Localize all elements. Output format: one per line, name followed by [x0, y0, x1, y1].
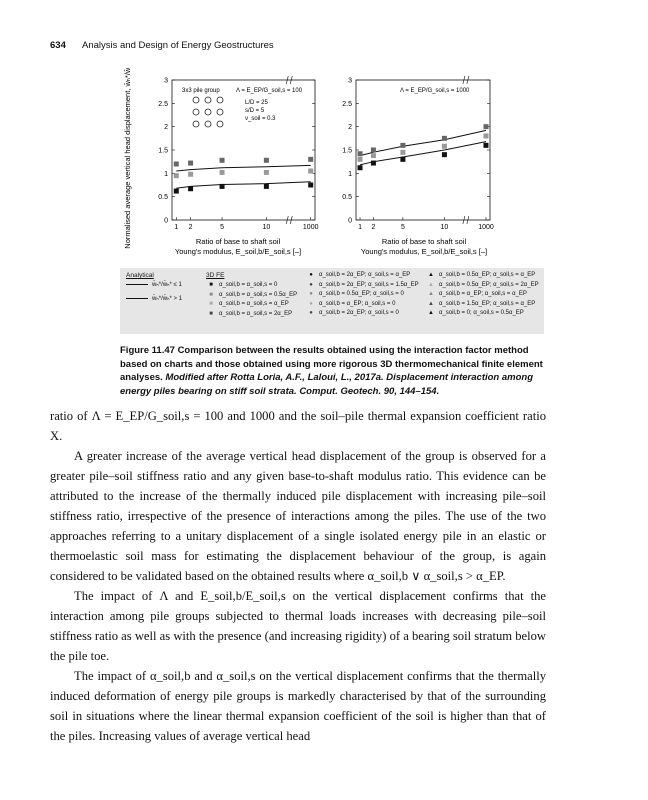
data-point	[400, 157, 405, 162]
x-tick-label: 1000	[478, 224, 494, 231]
circle-marker-icon: ●	[309, 310, 313, 317]
paragraph: A greater increase of the average vertical head displacement of the group is observed for a greater pile–soil stiffness ratio and any given base-to-shaft modulus ratio. This evidence can be attributed to the increase of the thermally induced pile displacement with increasing pile–soil stiffness ratio, irrespective of the presence of interactions among the piles. The use of the two approaches referring to a unitary displacement of a single isolated energy pile in an elastic or thermoelastic soil mass for estimating the displacement behaviour of the group, is again considered to be validated based on the obtained results where α_soil,b ∨ α_soil,s > α_EP.	[50, 449, 546, 583]
data-point	[188, 161, 193, 166]
circle-marker-icon: ●	[309, 272, 313, 278]
y-tick-label: 1	[348, 170, 352, 178]
left-param-sd: s/D = 5	[245, 108, 265, 114]
legend-col-analytical	[126, 271, 218, 304]
figure-chart	[120, 68, 540, 268]
paragraph: The impact of α_soil,b and α_soil,s on the vertical displacement confirms that the thermally induced deformation of energy pile groups is markedly characterised by that of the surrounding soil in situations where the linear thermal expansion coefficient of the soil is higher than that of the piles. Increasing values of average vertical head	[50, 669, 546, 743]
line-sample	[126, 298, 148, 299]
data-point	[483, 143, 488, 148]
legend-row: ■ α_soil,b = α_soil,s = 0.5α_EP	[206, 291, 306, 301]
right-axes	[342, 76, 494, 231]
page-header	[50, 40, 274, 51]
caption-label: Figure 11.47	[120, 345, 175, 356]
series-line	[176, 165, 310, 171]
pile-mark	[205, 109, 211, 115]
x-tick-label: 10	[440, 224, 449, 231]
legend-3dfe-title: 3D FE	[206, 272, 225, 279]
pile-mark	[217, 97, 223, 103]
triangle-marker-icon: ▲	[428, 272, 434, 278]
y-tick-label: 1.5	[342, 147, 352, 155]
data-point	[371, 153, 376, 158]
legend-col-triangles	[426, 271, 542, 319]
body-text	[50, 406, 546, 746]
legend-row: ■ α_soil,b = α_soil,s = 0	[206, 281, 306, 291]
y-tick-label: 3	[164, 77, 168, 85]
legend-col-circles	[306, 271, 426, 319]
plot-frame	[356, 80, 490, 220]
legend-row: ▲ α_soil,b = 0.5α_EP; α_soil,s = 2α_EP	[426, 281, 542, 291]
y-tick-label: 0.5	[158, 194, 168, 202]
circle-marker-icon: ●	[309, 300, 313, 307]
circle-marker-icon: ●	[309, 291, 313, 298]
legend-row: w̄ₕ*/w̄ₕ* > 1	[126, 295, 218, 305]
triangle-marker-icon: ▲	[428, 291, 434, 298]
data-point	[264, 158, 269, 163]
pile-mark	[193, 109, 199, 115]
paragraph: ratio of Λ = E_EP/G_soil,s = 100 and 1000 and the soil–pile thermal expansion coefficient ratio X.	[50, 409, 546, 443]
data-point	[358, 151, 363, 156]
right-annotation: Λ = E_EP/G_soil,s = 1000	[400, 88, 470, 94]
figure-legend	[120, 268, 544, 334]
data-point	[371, 148, 376, 153]
caption-source: Modified after Rotta Loria, A.F., Laloui, L., 2017a. Displacement interaction among energy piles bearing on stiff soil strata. Comput. Geotech. 90, 144–154.	[120, 372, 534, 397]
x-tick-label: 5	[220, 224, 225, 231]
running-title: Analysis and Design of Energy Geostructures	[81, 40, 274, 51]
left-y-axis-label: Normalised average vertical head displacement, w̄ₕ*/w̄ₕ* [–]	[123, 68, 132, 249]
data-point	[220, 184, 225, 189]
y-tick-label: 0	[164, 217, 168, 225]
legend-row: ● α_soil,b = 2α_EP; α_soil,s = α_EP	[306, 271, 426, 281]
x-tick-label: 1	[358, 224, 362, 231]
left-param-ld: L/D = 25	[245, 100, 268, 106]
left-axes	[158, 76, 318, 231]
data-point	[308, 183, 313, 188]
page-number: 634	[50, 40, 66, 51]
x-tick-label: 2	[371, 224, 376, 231]
square-marker-icon: ■	[209, 282, 213, 288]
figure-caption	[120, 344, 548, 398]
data-point	[174, 189, 179, 194]
y-tick-label: 2.5	[342, 100, 352, 108]
pile-mark	[193, 97, 199, 103]
data-point	[442, 152, 447, 157]
data-point	[358, 157, 363, 162]
legend-row: ▲ α_soil,b = 1.5α_EP; α_soil,s = α_EP	[426, 300, 542, 310]
data-point	[308, 169, 313, 174]
legend-row: ▲ α_soil,b = 0.5α_EP; α_soil,s = α_EP	[426, 271, 542, 281]
data-point	[358, 165, 363, 170]
data-point	[264, 184, 269, 189]
data-point	[442, 136, 447, 141]
pile-mark	[205, 121, 211, 127]
legend-col-3dfe	[206, 271, 306, 319]
y-tick-label: 0.5	[342, 194, 352, 202]
circle-marker-icon: ●	[309, 281, 313, 288]
data-point	[264, 170, 269, 175]
right-panel	[342, 76, 494, 256]
series-line	[360, 130, 486, 155]
right-x-axis-label-1: Ratio of base to shaft soil	[381, 237, 467, 246]
figure	[120, 68, 540, 268]
legend-row: ▲ α_soil,b = α_EP; α_soil,s = α_EP	[426, 290, 542, 300]
series-line	[360, 142, 486, 165]
triangle-marker-icon: ▲	[428, 281, 434, 288]
data-point	[188, 172, 193, 177]
square-marker-icon: ■	[209, 291, 213, 298]
data-point	[220, 158, 225, 163]
square-marker-icon: ■	[209, 301, 213, 308]
data-point	[174, 173, 179, 178]
data-point	[400, 150, 405, 155]
x-tick-label: 5	[400, 224, 405, 231]
data-point	[400, 143, 405, 148]
x-tick-label: 1000	[302, 224, 319, 231]
data-point	[371, 161, 376, 166]
left-legend-title: 3x3 pile group	[182, 88, 220, 94]
series-line	[176, 182, 310, 189]
x-tick-label: 10	[262, 224, 271, 231]
y-tick-label: 1	[164, 170, 168, 178]
left-panel	[123, 68, 319, 256]
line-sample	[126, 284, 148, 285]
data-point	[174, 162, 179, 167]
data-point	[188, 186, 193, 191]
legend-row: w̄ₕ*/w̄ₕ* ≤ 1	[126, 281, 218, 291]
legend-row: ● α_soil,b = 0.5α_EP; α_soil,s = 0	[306, 290, 426, 300]
pile-mark	[217, 121, 223, 127]
left-param-nu: ν_soil = 0.3	[245, 116, 276, 122]
left-x-axis-label-2: Young's modulus, E_soil,b/E_soil,s [–]	[174, 247, 302, 256]
legend-analytical-title: Analytical	[126, 272, 154, 279]
pile-mark	[217, 109, 223, 115]
legend-row: ■ α_soil,b = α_soil,s = 2α_EP	[206, 310, 306, 320]
caption-text: Comparison between the results obtained using the interaction factor method based on charts and those obtained using more rigorous 3D thermomechanical finite element analyses.	[120, 345, 543, 383]
paragraph: The impact of Λ and E_soil,b/E_soil,s on the vertical displacement confirms that the interaction among pile groups subjected to thermal loads increases with decreasing pile–soil stiffness ratio as well as with the presence (and increasing rigidity) of a bearing soil stratum below the pile toe.	[50, 589, 546, 663]
data-point	[220, 170, 225, 175]
y-tick-label: 2	[164, 124, 168, 132]
legend-row: ● α_soil,b = 2α_EP; α_soil,s = 1.5α_EP	[306, 281, 426, 291]
data-point	[442, 144, 447, 149]
data-point	[483, 124, 488, 129]
legend-row: ▲ α_soil,b = 0; α_soil,s = 0.5α_EP	[426, 309, 542, 319]
y-tick-label: 2	[348, 124, 352, 132]
left-param-lambda: Λ = E_EP/G_soil,s = 100	[236, 88, 303, 94]
pile-mark	[205, 97, 211, 103]
data-point	[483, 134, 488, 139]
y-tick-label: 3	[348, 77, 352, 85]
triangle-marker-icon: ▲	[428, 300, 434, 307]
left-x-axis-label-1: Ratio of base to shaft soil	[195, 237, 281, 246]
x-tick-label: 1	[174, 224, 179, 231]
legend-row: ● α_soil,b = α_EP; α_soil,s = 0	[306, 300, 426, 310]
data-point	[308, 157, 313, 162]
pile-group-sketch	[193, 97, 223, 127]
legend-row: ● α_soil,b = 2α_EP; α_soil,s = 0	[306, 309, 426, 319]
x-tick-label: 2	[188, 224, 193, 231]
y-tick-label: 2.5	[158, 100, 168, 108]
right-x-axis-label-2: Young's modulus, E_soil,b/E_soil,s [–]	[360, 247, 488, 256]
legend-row: ■ α_soil,b = α_soil,s = α_EP	[206, 300, 306, 310]
square-marker-icon: ■	[209, 310, 213, 317]
triangle-marker-icon: ▲	[428, 310, 434, 317]
pile-mark	[193, 121, 199, 127]
y-tick-label: 1.5	[158, 147, 168, 155]
y-tick-label: 0	[348, 217, 352, 225]
